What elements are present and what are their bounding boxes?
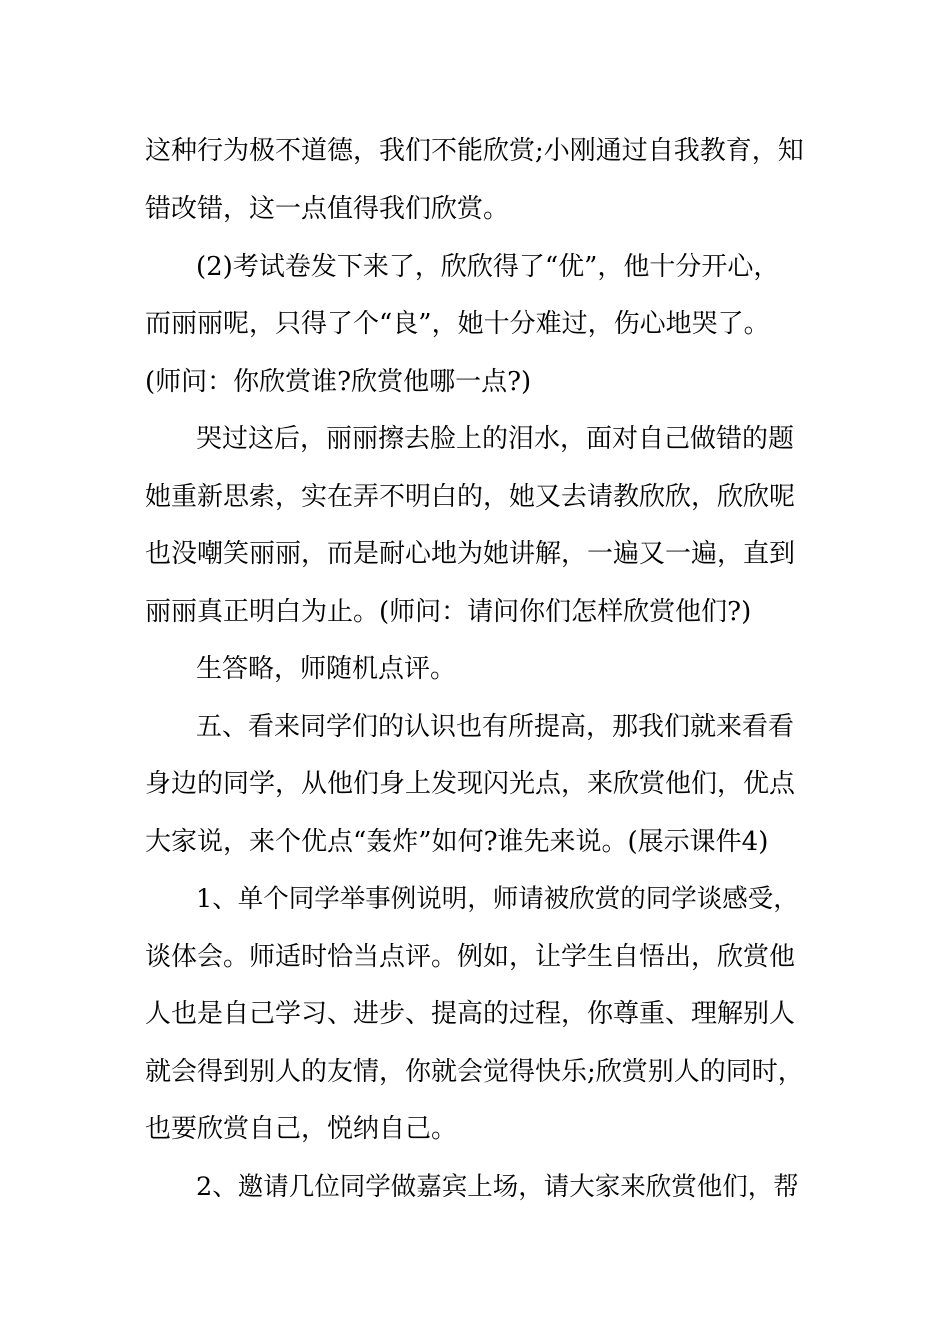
text-line: 就会得到别人的友情，你就会觉得快乐;欣赏别人的同时，	[145, 1057, 804, 1087]
text-line: 1、单个同学举事例说明，师请被欣赏的同学谈感受，	[196, 884, 799, 914]
text-line: 丽丽真正明白为止。(师问：请问你们怎样欣赏他们?)	[145, 597, 752, 627]
text-line: 也没嘲笑丽丽，而是耐心地为她讲解，一遍又一遍，直到	[145, 539, 796, 569]
text-line: (师问：你欣赏谁?欣赏他哪一点?)	[145, 367, 532, 397]
text-line: 生答略，师随机点评。	[196, 654, 457, 684]
text-line: 错改错，这一点值得我们欣赏。	[145, 194, 510, 224]
text-line: 谈体会。师适时恰当点评。例如，让学生自悟出，欣赏他	[145, 942, 796, 972]
text-line: 大家说，来个优点“轰炸”如何?谁先来说。(展示课件4)	[145, 827, 769, 857]
text-line: 人也是自己学习、进步、提高的过程，你尊重、理解别人	[145, 999, 796, 1029]
text-line: 身边的同学，从他们身上发现闪光点，来欣赏他们，优点	[145, 769, 796, 799]
text-line: (2)考试卷发下来了，欣欣得了“优”，他十分开心，	[196, 252, 780, 282]
text-line: 这种行为极不道德，我们不能欣赏;小刚通过自我教育，知	[145, 136, 804, 166]
text-line: 而丽丽呢，只得了个“良”，她十分难过，伤心地哭了。	[145, 309, 770, 339]
text-line: 2、邀请几位同学做嘉宾上场，请大家来欣赏他们，帮	[196, 1172, 799, 1202]
text-line: 五、看来同学们的认识也有所提高，那我们就来看看	[196, 712, 795, 742]
text-line: 她重新思索，实在弄不明白的，她又去请教欣欣，欣欣呢	[145, 482, 796, 512]
text-line: 也要欣赏自己，悦纳自己。	[145, 1114, 458, 1144]
text-line: 哭过这后，丽丽擦去脸上的泪水，面对自己做错的题	[196, 424, 795, 454]
